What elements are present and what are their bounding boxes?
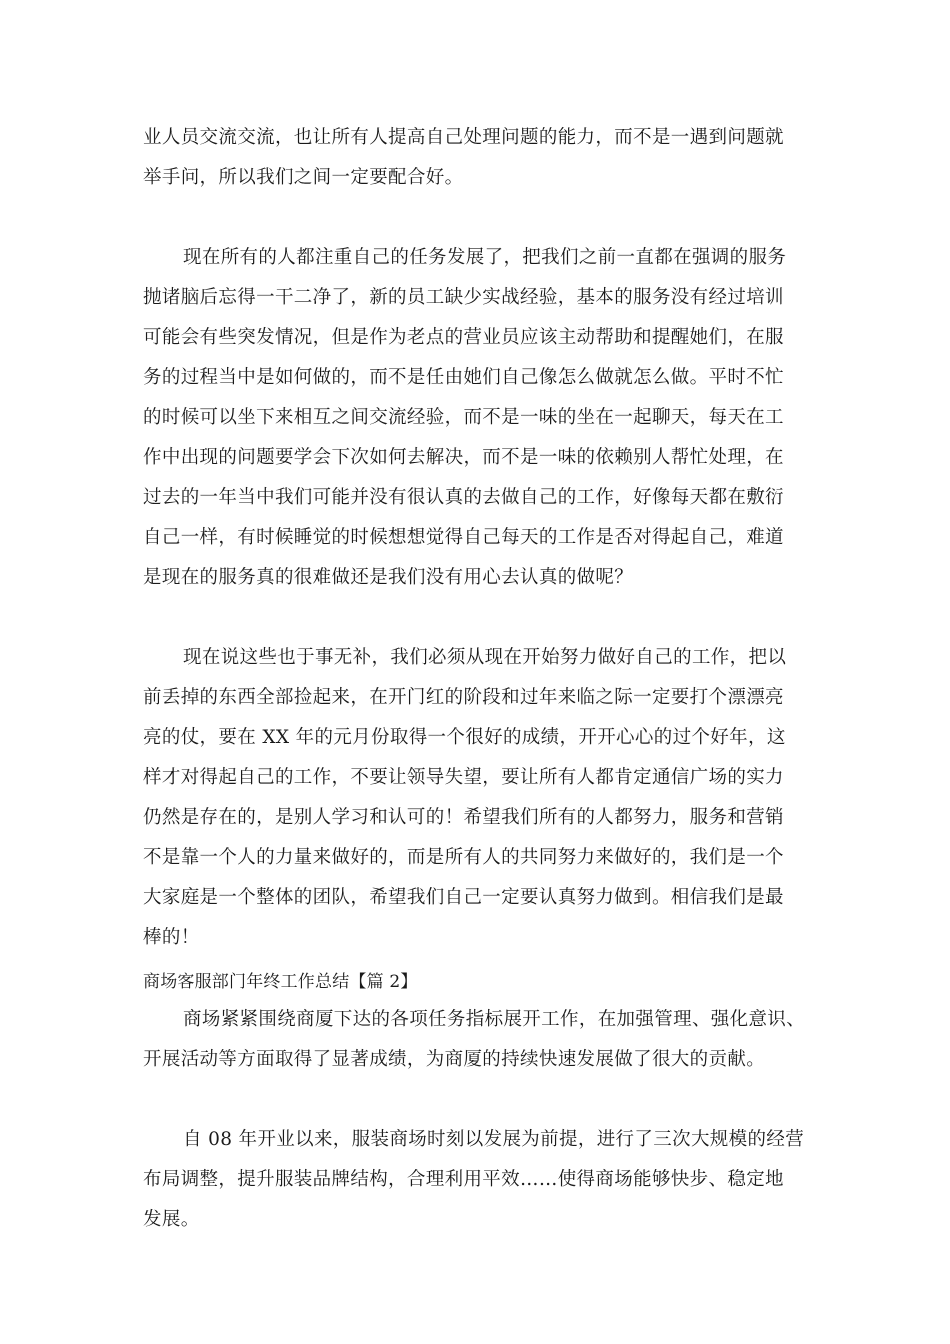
paragraph-2-line-4: 务的过程当中是如何做的，而不是任由她们自己像怎么做就怎么做。平时不忙 bbox=[143, 367, 784, 388]
paragraph-1-line-1: 业人员交流交流，也让所有人提高自己处理问题的能力，而不是一遇到问题就 bbox=[143, 127, 784, 148]
paragraph-2-line-8: 自己一样，有时候睡觉的时候想想觉得自己每天的工作是否对得起自己，难道 bbox=[143, 527, 784, 548]
paragraph-2-line-6: 作中出现的问题要学会下次如何去解决，而不是一味的依赖别人帮忙处理，在 bbox=[143, 447, 784, 468]
paragraph-4-line-2: 开展活动等方面取得了显著成绩，为商厦的持续快速发展做了很大的贡献。 bbox=[143, 1049, 766, 1070]
paragraph-1-line-2: 举手问，所以我们之间一定要配合好。 bbox=[143, 167, 464, 188]
paragraph-3-line-5: 仍然是存在的，是别人学习和认可的！希望我们所有的人都努力，服务和营销 bbox=[143, 807, 784, 828]
paragraph-2-line-1: 现在所有的人都注重自己的任务发展了，把我们之前一直都在强调的服务 bbox=[183, 247, 787, 268]
paragraph-5-line-2: 布局调整，提升服装品牌结构，合理利用平效……使得商场能够快步、稳定地 bbox=[143, 1169, 784, 1190]
paragraph-2-line-5: 的时候可以坐下来相互之间交流经验，而不是一味的坐在一起聊天，每天在工 bbox=[143, 407, 784, 428]
paragraph-2-line-7: 过去的一年当中我们可能并没有很认真的去做自己的工作，好像每天都在敷衍 bbox=[143, 487, 784, 508]
paragraph-3-line-7: 大家庭是一个整体的团队，希望我们自己一定要认真努力做到。相信我们是最 bbox=[143, 887, 784, 908]
paragraph-5-line-1: 自 08 年开业以来，服装商场时刻以发展为前提，进行了三次大规模的经营 bbox=[183, 1129, 805, 1150]
paragraph-3-line-1: 现在说这些也于事无补，我们必须从现在开始努力做好自己的工作，把以 bbox=[183, 647, 787, 668]
paragraph-3-line-2: 前丢掉的东西全部捡起来，在开门红的阶段和过年来临之际一定要打个漂漂亮 bbox=[143, 687, 784, 708]
paragraph-2-line-3: 可能会有些突发情况，但是作为老点的营业员应该主动帮助和提醒她们，在服 bbox=[143, 327, 784, 348]
paragraph-3-line-4: 样才对得起自己的工作，不要让领导失望，要让所有人都肯定通信广场的实力 bbox=[143, 767, 784, 788]
paragraph-3-line-8: 棒的！ bbox=[143, 927, 200, 948]
section-heading: 商场客服部门年终工作总结【篇 2】 bbox=[143, 972, 418, 992]
paragraph-4-line-1: 商场紧紧围绕商厦下达的各项任务指标展开工作，在加强管理、强化意识、 bbox=[183, 1009, 806, 1030]
paragraph-2-line-9: 是现在的服务真的很难做还是我们没有用心去认真的做呢？ bbox=[143, 567, 634, 588]
paragraph-3-line-3: 亮的仗，要在 XX 年的元月份取得一个很好的成绩，开开心心的过个好年，这 bbox=[143, 727, 786, 748]
paragraph-2-line-2: 抛诸脑后忘得一干二净了，新的员工缺少实战经验，基本的服务没有经过培训 bbox=[143, 287, 784, 308]
paragraph-3-line-6: 不是靠一个人的力量来做好的，而是所有人的共同努力来做好的，我们是一个 bbox=[143, 847, 784, 868]
paragraph-5-line-3: 发展。 bbox=[143, 1209, 200, 1230]
